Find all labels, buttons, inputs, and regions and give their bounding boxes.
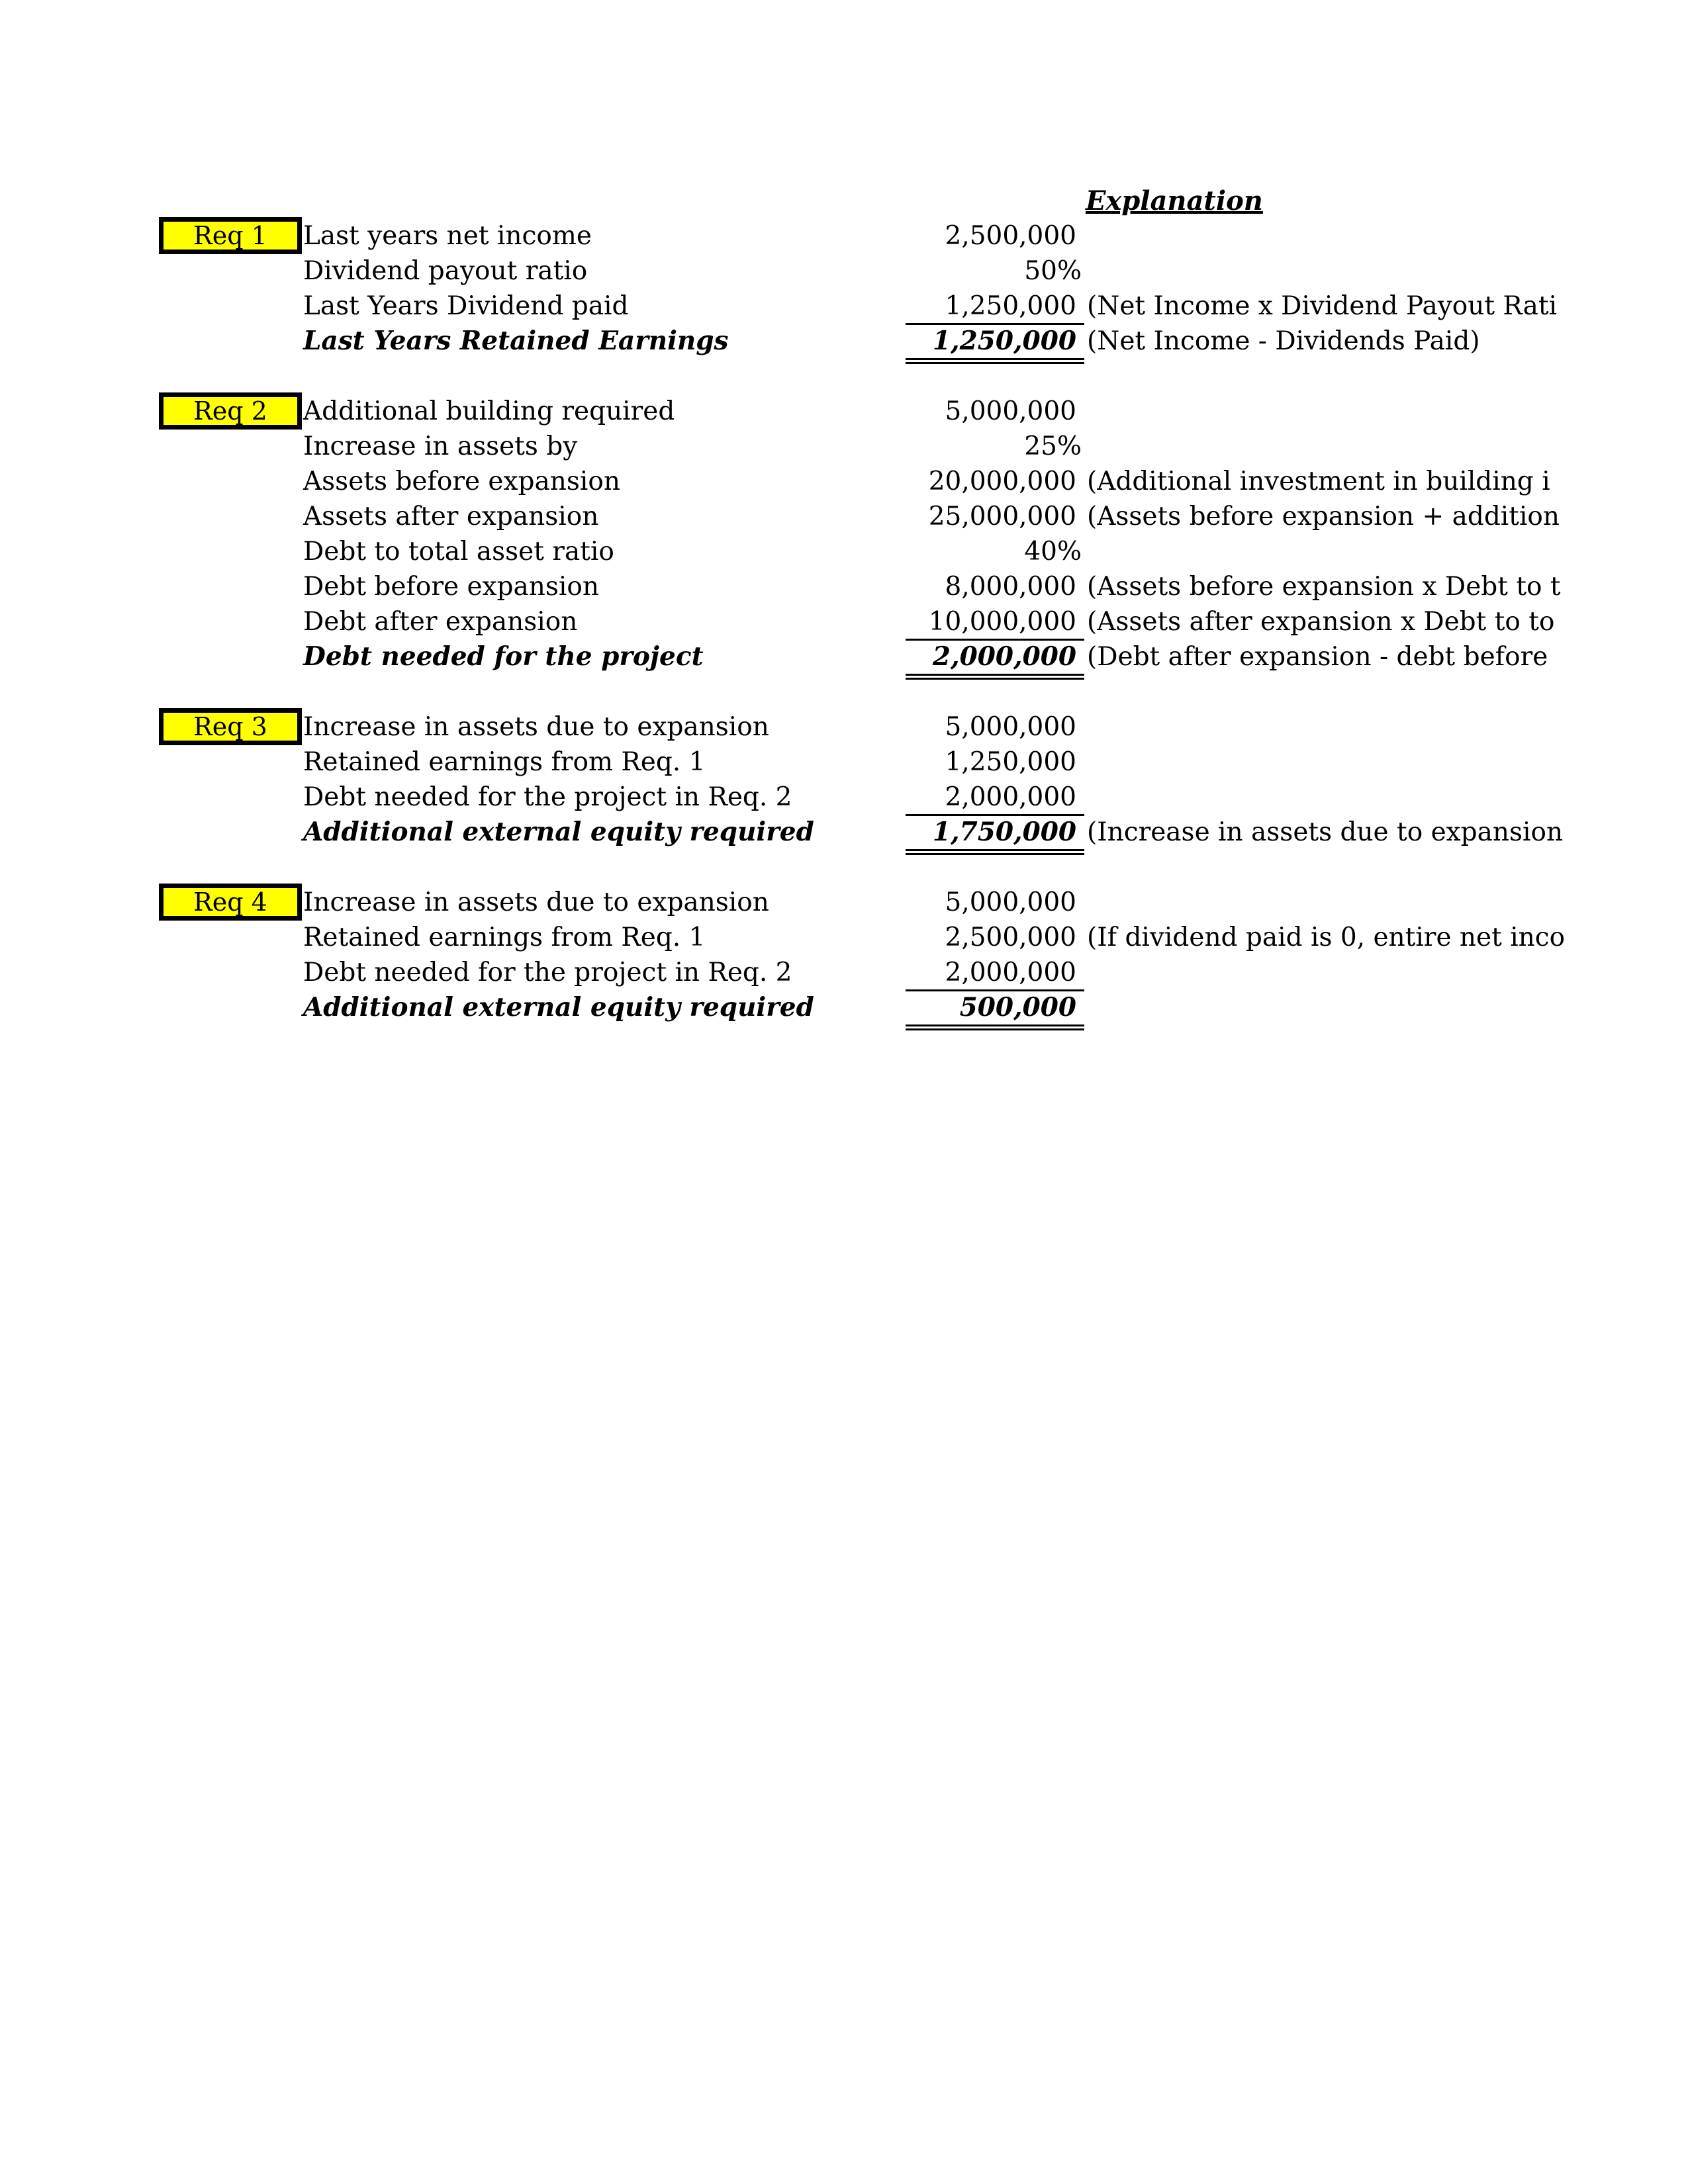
explanation-heading: Explanation <box>1086 185 1263 216</box>
row-label: Increase in assets due to expansion <box>303 712 769 742</box>
row-label: Increase in assets due to expansion <box>303 887 769 917</box>
row-value: 2,000,000 <box>945 782 1076 812</box>
row-value: 8,000,000 <box>945 572 1076 602</box>
row-label: Additional building required <box>303 396 675 426</box>
row-label: Debt before expansion <box>303 572 599 602</box>
row-value: 5,000,000 <box>945 712 1076 742</box>
total-label: Debt needed for the project <box>303 641 704 672</box>
total-value: 500,000 <box>959 992 1076 1023</box>
req-3-badge: Req 3 <box>159 708 302 745</box>
row-explanation: (Additional investment in building i <box>1087 467 1550 496</box>
row-value: 2,000,000 <box>945 958 1076 987</box>
row-value: 5,000,000 <box>945 396 1076 426</box>
total-double-rule <box>906 849 1084 855</box>
total-label: Last Years Retained Earnings <box>303 326 729 356</box>
row-label: Last Years Dividend paid <box>303 291 629 321</box>
row-explanation: (Debt after expansion - debt before <box>1087 642 1548 672</box>
row-explanation: (Assets before expansion + addition <box>1087 502 1560 531</box>
row-label: Dividend payout ratio <box>303 256 588 286</box>
row-label: Retained earnings from Req. 1 <box>303 923 706 952</box>
row-value: 2,500,000 <box>945 221 1076 251</box>
total-double-rule <box>906 1024 1084 1030</box>
row-explanation: (Net Income - Dividends Paid) <box>1087 326 1480 356</box>
row-label: Debt to total asset ratio <box>303 537 614 567</box>
row-label: Increase in assets by <box>303 432 578 461</box>
row-explanation: (Assets before expansion x Debt to t <box>1087 572 1561 602</box>
row-label: Debt needed for the project in Req. 2 <box>303 958 792 987</box>
row-explanation: (If dividend paid is 0, entire net inco <box>1087 923 1566 952</box>
row-value: 50% <box>1024 256 1082 286</box>
total-value: 1,250,000 <box>932 326 1076 356</box>
req-4-badge: Req 4 <box>159 884 302 921</box>
row-value: 40% <box>1024 537 1082 567</box>
total-double-rule <box>906 674 1084 680</box>
row-explanation: (Increase in assets due to expansion <box>1087 817 1564 847</box>
row-label: Retained earnings from Req. 1 <box>303 747 706 777</box>
row-value: 25,000,000 <box>928 502 1076 531</box>
total-label: Additional external equity required <box>303 992 814 1023</box>
row-value: 25% <box>1024 432 1082 461</box>
total-value: 1,750,000 <box>932 817 1076 847</box>
row-explanation: (Net Income x Dividend Payout Rati <box>1087 291 1558 321</box>
row-value: 1,250,000 <box>945 291 1076 321</box>
row-value: 5,000,000 <box>945 887 1076 917</box>
row-value: 2,500,000 <box>945 923 1076 952</box>
row-label: Assets before expansion <box>303 467 620 496</box>
total-double-rule <box>906 358 1084 364</box>
row-value: 20,000,000 <box>928 467 1076 496</box>
row-label: Assets after expansion <box>303 502 599 531</box>
total-label: Additional external equity required <box>303 817 814 847</box>
row-value: 10,000,000 <box>928 607 1076 637</box>
row-value: 1,250,000 <box>945 747 1076 777</box>
row-label: Debt after expansion <box>303 607 578 637</box>
req-2-badge: Req 2 <box>159 392 302 430</box>
row-label: Last years net income <box>303 221 592 251</box>
total-value: 2,000,000 <box>932 641 1076 672</box>
row-label: Debt needed for the project in Req. 2 <box>303 782 792 812</box>
row-explanation: (Assets after expansion x Debt to to <box>1087 607 1555 637</box>
req-1-badge: Req 1 <box>159 217 302 254</box>
